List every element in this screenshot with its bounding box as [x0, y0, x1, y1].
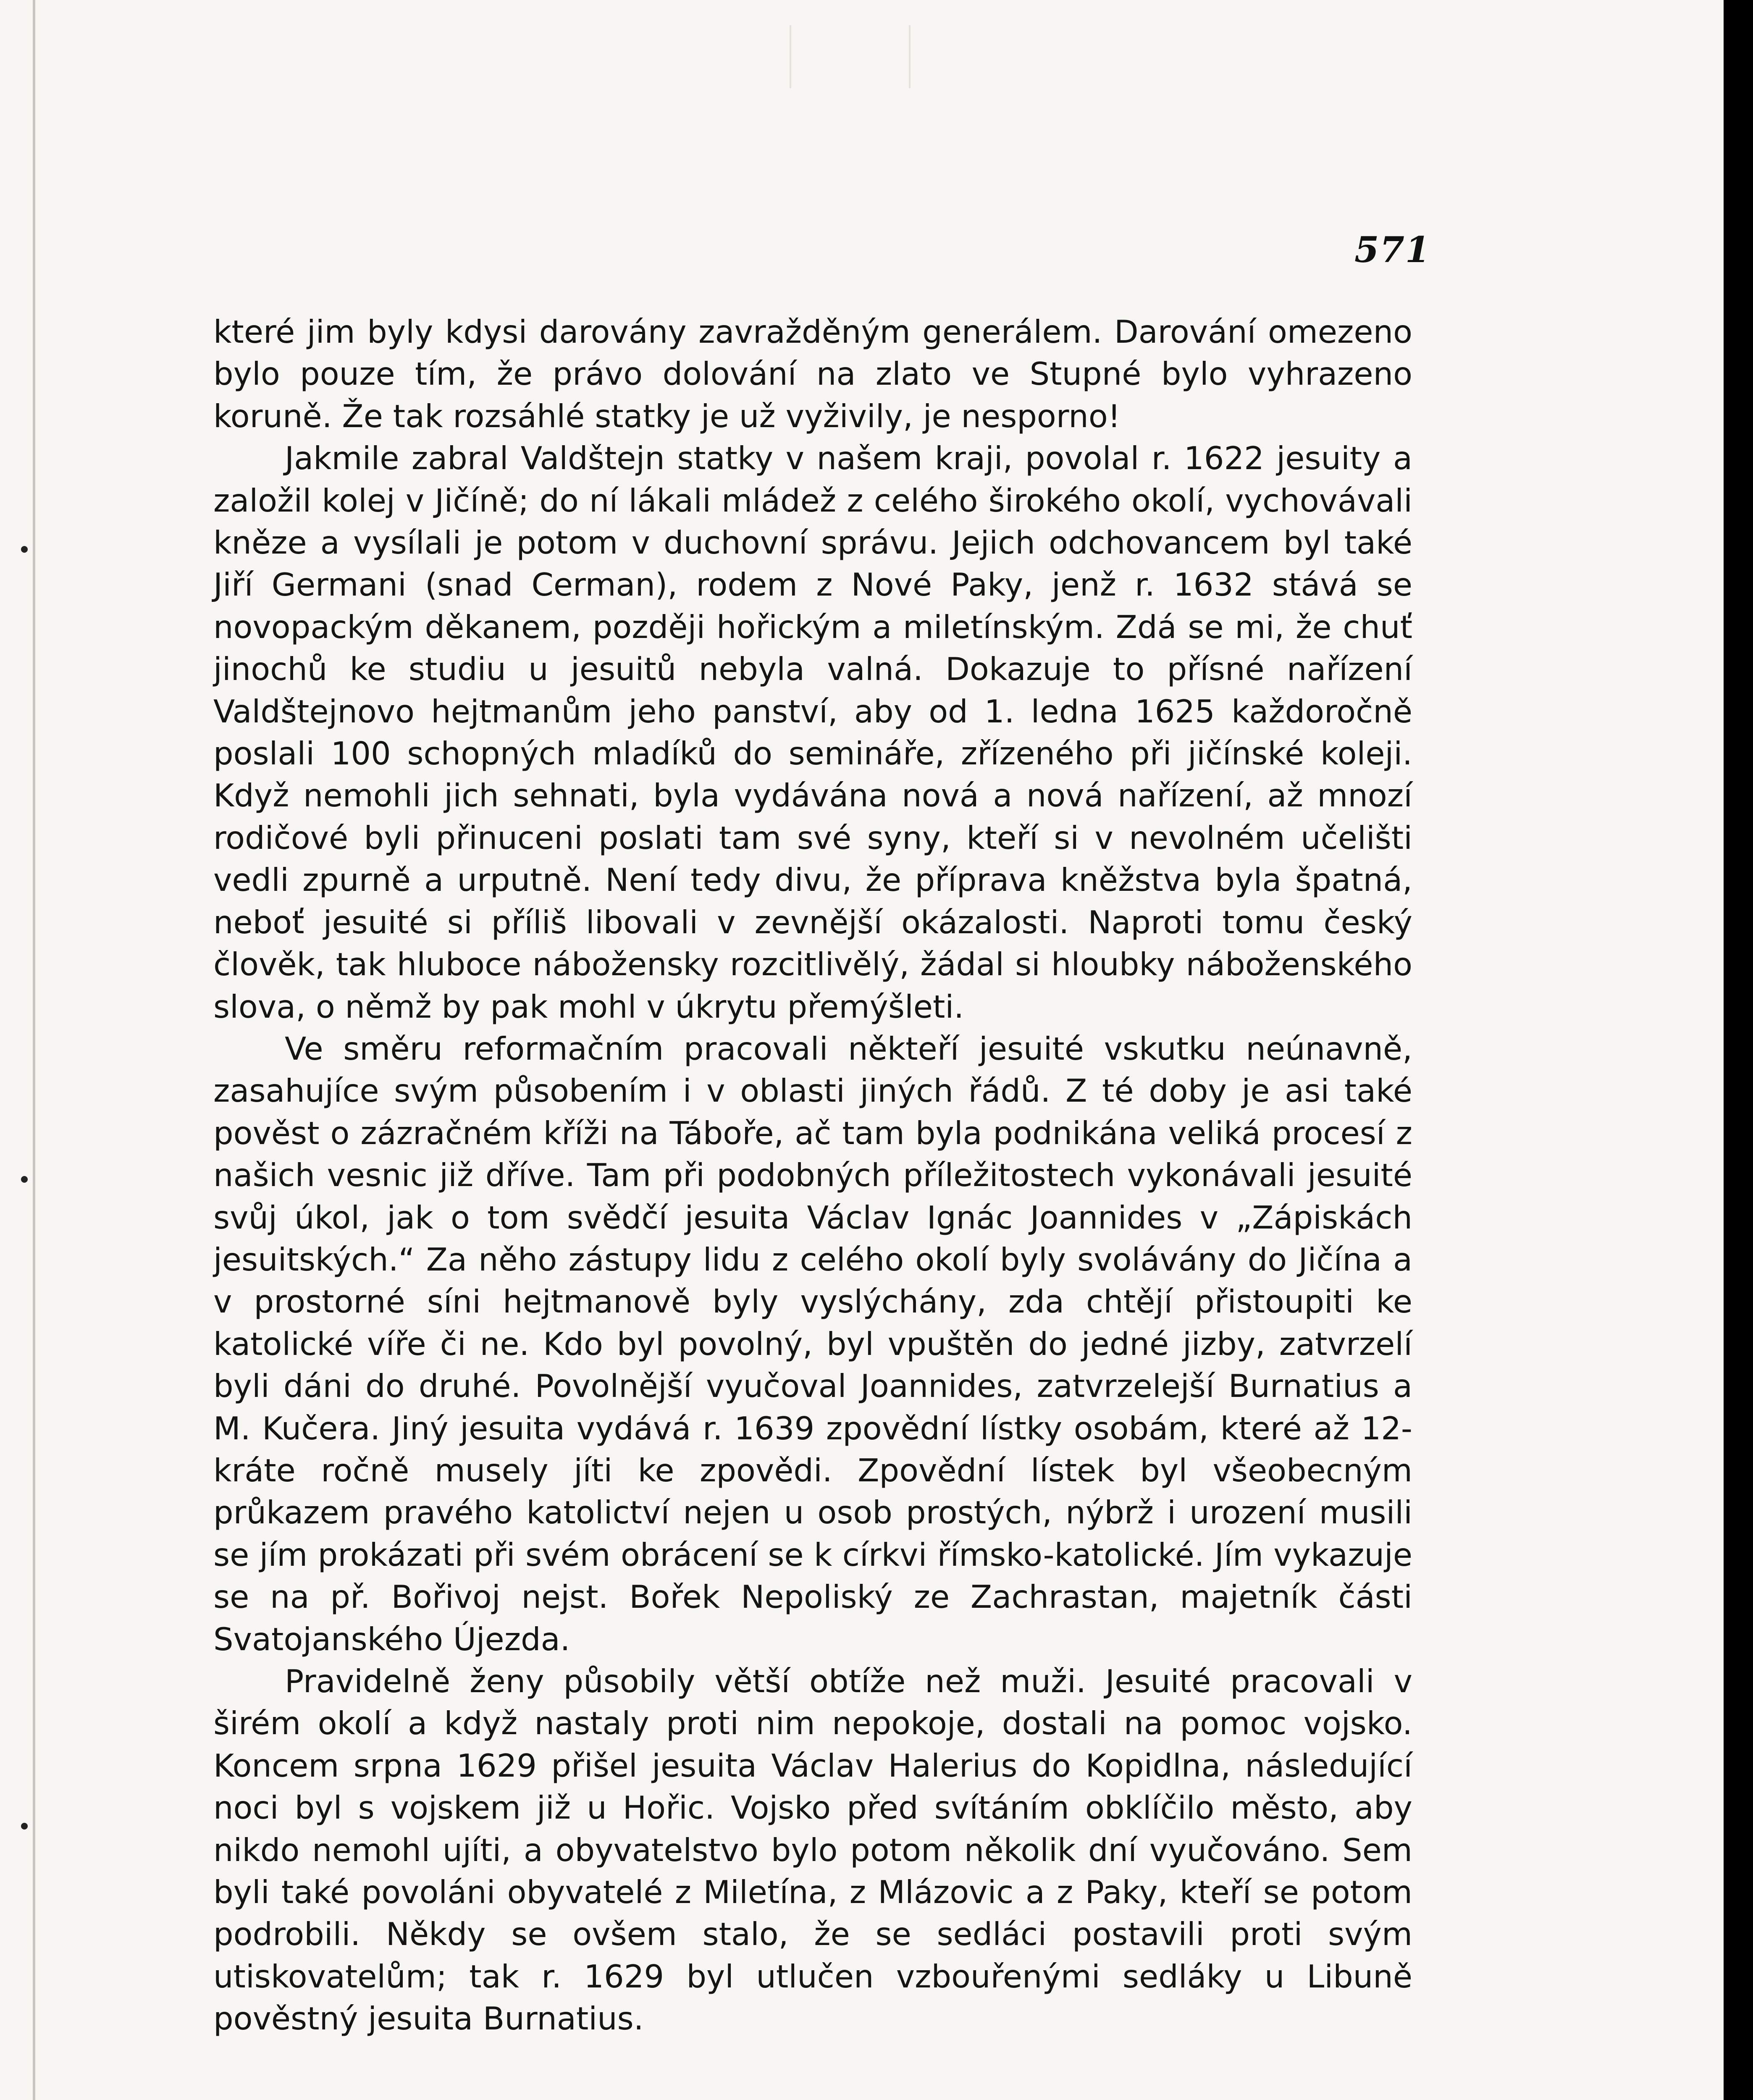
page-fold-line — [33, 0, 35, 2100]
paragraph: Ve směru reformačním pracovali někteří jesuité vskutku neúnavně, zasahujíce svým působením i v oblasti jiných řádů. Z té doby je asi také pověst o zázračném kříži na Táboře, ač tam byla podnikána veliká procesí z našich vesnic již dříve. Tam při podobných příležitostech vykonávali jesuité svůj úkol, jak o tom svědčí jesuita Václav Ignác Joannides v „Zápiskách jesuitských.“ Za něho zástupy lidu z celého okolí byly svolávány do Jičína a v prostorné síni hejtmanově byly vyslýchány, zda chtějí přistoupiti ke katolické víře či ne. Kdo byl povolný, byl vpuštěn do jedné jizby, zatvrzelí byli dáni do druhé. Povolnější vyučoval Joannides, zatvrzelejší Burnatius a M. Kučera. Jiný jesuita vydává r. 1639 zpovědní lístky osobám, které až 12-kráte ročně musely jíti ke zpovědi. Zpovědní lístek byl všeobecným průkazem pravého katolictví nejen u osob prostých, nýbrž i urození musili se jím prokázati při svém obrácení se k církvi římsko-katolické. Jím vykazuje se na př. Bořivoj nejst. Bořek Nepoliský ze Zachrastan, majetník části Svatojanského Újezda. — [213, 1030, 1412, 1658]
scan-border — [1724, 0, 1753, 2100]
paragraph: Pravidelně ženy působily větší obtíže než muži. Jesuité pracovali v širém okolí a když nastaly proti nim nepokoje, dostali na pomoc vojsko. Koncem srpna 1629 přišel jesuita Václav Halerius do Kopidlna, následující noci byl s vojskem již u Hořic. Vojsko před svítáním obklíčilo město, aby nikdo nemohl ujíti, a obyvatelstvo bylo potom několik dní vyučováno. Sem byli také povoláni obyvatelé z Miletína, z Mlázovic a z Paky, kteří se potom podrobili. Někdy se ovšem stalo, že se sedláci postavili proti svým utiskovatelům; tak r. 1629 byl utlučen vzbouřenými sedláky u Libuně pověstný jesuita Burnatius. — [213, 1663, 1412, 2037]
scan-speck — [21, 1823, 28, 1830]
page-number: 571 — [1354, 229, 1431, 270]
scan-artifact — [790, 25, 911, 88]
scan-speck — [21, 1176, 28, 1183]
body-text — [213, 311, 1412, 2040]
paragraph: které jim byly kdysi darovány zavražděným generálem. Darování omezeno bylo pouze tím, že právo dolování na zlato ve Stupné bylo vyhrazeno koruně. Že tak rozsáhlé statky je už vyživily, je nesporno! — [213, 313, 1412, 435]
scan-speck — [21, 546, 28, 553]
paragraph: Jakmile zabral Valdštejn statky v našem kraji, povolal r. 1622 jesuity a založil kolej v Jičíně; do ní lákali mládež z celého širokého okolí, vychovávali kněze a vysílali je potom v duchovní správu. Jejich odchovancem byl také Jiří Germani (snad Cerman), rodem z Nové Paky, jenž r. 1632 stává se novopackým děkanem, později hořickým a miletínským. Zdá se mi, že chuť jinochů ke studiu u jesuitů nebyla valná. Dokazuje to přísné nařízení Valdštejnovo hejtmanům jeho panství, aby od 1. ledna 1625 každoročně poslali 100 schopných mladíků do semináře, zřízeného při jičínské koleji. Když nemohli jich sehnati, byla vydávána nová a nová nařízení, až mnozí rodičové byli přinuceni poslati tam své syny, kteří si v nevolném učelišti vedli zpurně a urputně. Není tedy divu, že příprava kněžstva byla špatná, neboť jesuité si příliš libovali v zevnější okázalosti. Naproti tomu český člověk, tak hluboce nábožensky rozcitlivělý, žádal si hloubky náboženského slova, o němž by pak mohl v úkrytu přemýšleti. — [213, 440, 1412, 1025]
